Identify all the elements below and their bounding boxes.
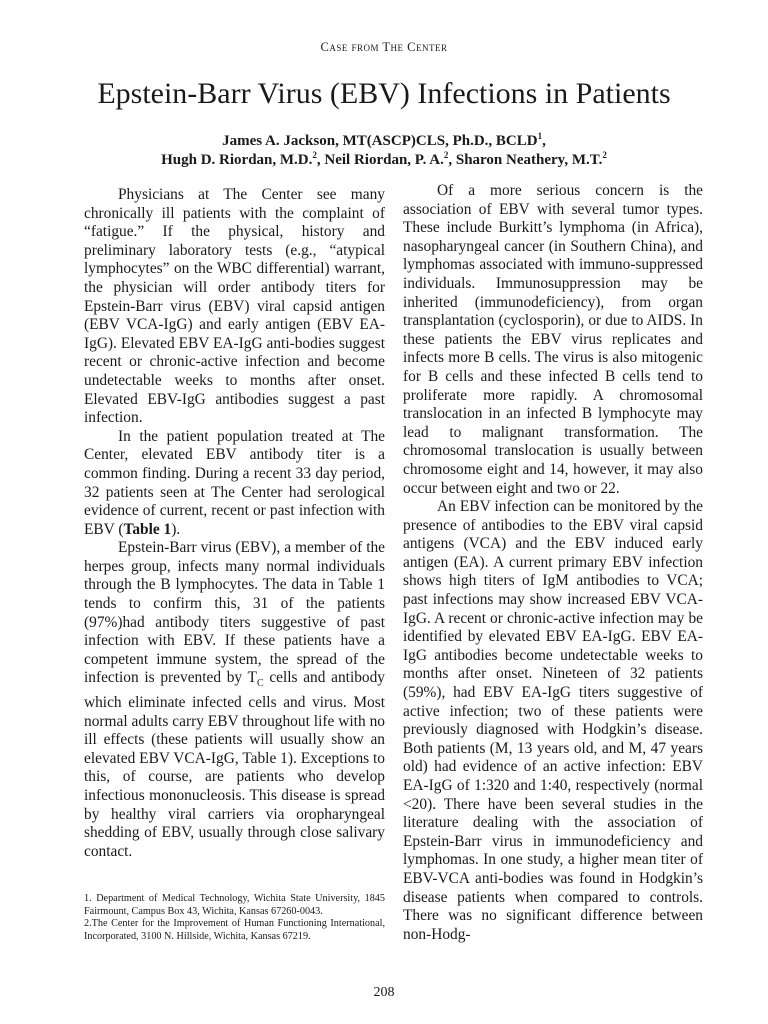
article-title: Epstein-Barr Virus (EBV) Infections in Patients bbox=[97, 77, 671, 110]
running-header: Case from The Center bbox=[320, 40, 448, 54]
author-separator: , bbox=[542, 133, 546, 149]
body-paragraph bbox=[84, 539, 385, 861]
author-name: , Sharon Neathery, M.T. bbox=[448, 152, 603, 168]
affiliation-marker: 2 bbox=[602, 150, 607, 160]
author-list bbox=[0, 132, 768, 170]
paragraph-text: In the patient population treated at The Center, elevated EBV antibody titer is a common finding. During a recent 33 day period, 32 patients seen at The Center had serological evidence of current, recent or past infection with EBV ( bbox=[84, 427, 385, 538]
right-column bbox=[403, 182, 703, 944]
body-paragraph: Of a more serious concern is the association of EBV with several tumor types. These include Burkitt’s lymphoma (in Africa), nasopharyngeal cancer (in Southern China), and lymphomas associated with immuno-suppressed individuals. Immunosuppression may be inherited (immunodeficiency), from organ transplantation (cyclosporin), or due to AIDS. In these patients the EBV virus replicates and infects more B cells. The virus is also mitogenic for B cells and these infected B cells tend to proliferate more rapidly. A chromosomal translocation in an infected B lymphocyte may lead to malignant transformation. The chromosomal translocation is usually between chromosome eight and 14, however, it may also occur between eight and two or 22. bbox=[403, 182, 703, 497]
body-paragraph: An EBV infection can be monitored by the presence of antibodies to the EBV viral capsid antigens (VCA) and the EBV induced early antigen (EA). A current primary EBV infection shows high titers of IgM antibodies to VCA; past infections may show increased EBV VCA-IgG. A recent or chronic-active infection may be identified by elevated EBV EA-IgG. EBV EA-IgG antibodies become undetectable weeks to months after onset. Nineteen of 32 patients (59%), had EBV EA-IgG titers suggestive of active infection; two of these patients were previously diagnosed with Hodgkin’s disease. Both patients (M, 13 years old, and M, 47 years old) had evidence of an active infection: EBV EA-IgG of 1:320 and 1:40, respectively (normal <20). There have been several studies in the literature dealing with the association of Epstein-Barr virus in immunodeficiency and lymphomas. In one study, a higher mean titer of EBV-VCA anti-bodies was found in Hodgkin’s disease patients when compared to controls. There was no significant difference between non-Hodg- bbox=[403, 498, 703, 943]
table-reference: Table 1 bbox=[123, 520, 172, 538]
paragraph-text: ). bbox=[171, 520, 181, 538]
affiliation-marker: 1 bbox=[537, 131, 543, 141]
subscript: C bbox=[256, 678, 264, 690]
author-line-1 bbox=[0, 132, 768, 151]
affiliation-marker: 2 bbox=[312, 150, 317, 160]
footnotes bbox=[84, 893, 385, 943]
author-name: James A. Jackson, MT(ASCP)CLS, Ph.D., BCLD bbox=[222, 133, 538, 149]
footnote-2: 2.The Center for the Improvement of Human Functioning International, Incorporated, 3100 N. Hillside, Wichita, Kansas 67219. bbox=[84, 918, 385, 942]
body-paragraph: Physicians at The Center see many chronically ill patients with the complaint of “fatigue.” If the physical, history and preliminary laboratory tests (e.g., “atypical lymphocytes” on the WBC differential) warrant, the physician will order antibody titers for Epstein-Barr virus (EBV) viral capsid antigen (EBV VCA-IgG) and early antigen (EBV EA-IgG). Elevated EBV EA-IgG anti-bodies suggest recent or chronic-active infection and become undetectable weeks to months after onset. Elevated EBV-IgG antibodies suggest a past infection. bbox=[84, 186, 385, 427]
author-name: Hugh D. Riordan, M.D. bbox=[161, 152, 313, 168]
affiliation-marker: 2 bbox=[443, 150, 449, 160]
paragraph-text: Epstein-Barr virus (EBV), a member of the herpes group, infects many normal individuals through the B lymphocytes. The data in Table 1 tends to confirm this, 31 of the patients (97%)had antibody titers suggestive of past infection with EBV. If these patients have a competent immune system, the spread of the infection is prevented by T bbox=[84, 539, 385, 687]
body-paragraph bbox=[84, 428, 385, 540]
page-number: 208 bbox=[373, 985, 395, 1000]
author-line-2 bbox=[0, 151, 768, 170]
left-column bbox=[84, 186, 385, 861]
author-name: , Neil Riordan, P. A. bbox=[316, 152, 444, 168]
paragraph-text: cells and antibody which eliminate infected cells and virus. Most normal adults carry EBV throughout life with no ill effects (these patients will usually show an elevated EBV VCA-IgG, Table 1). Exceptions to this, of course, are patients who develop infectious mononucleosis. This disease is spread by healthy viral carriers via oropharyngeal shedding of EBV, usually through close salivary contact. bbox=[84, 669, 386, 860]
footnote-1: 1. Department of Medical Technology, Wichita State University, 1845 Fairmount, Campus Box 43, Wichita, Kansas 67260-0043. bbox=[84, 893, 385, 917]
